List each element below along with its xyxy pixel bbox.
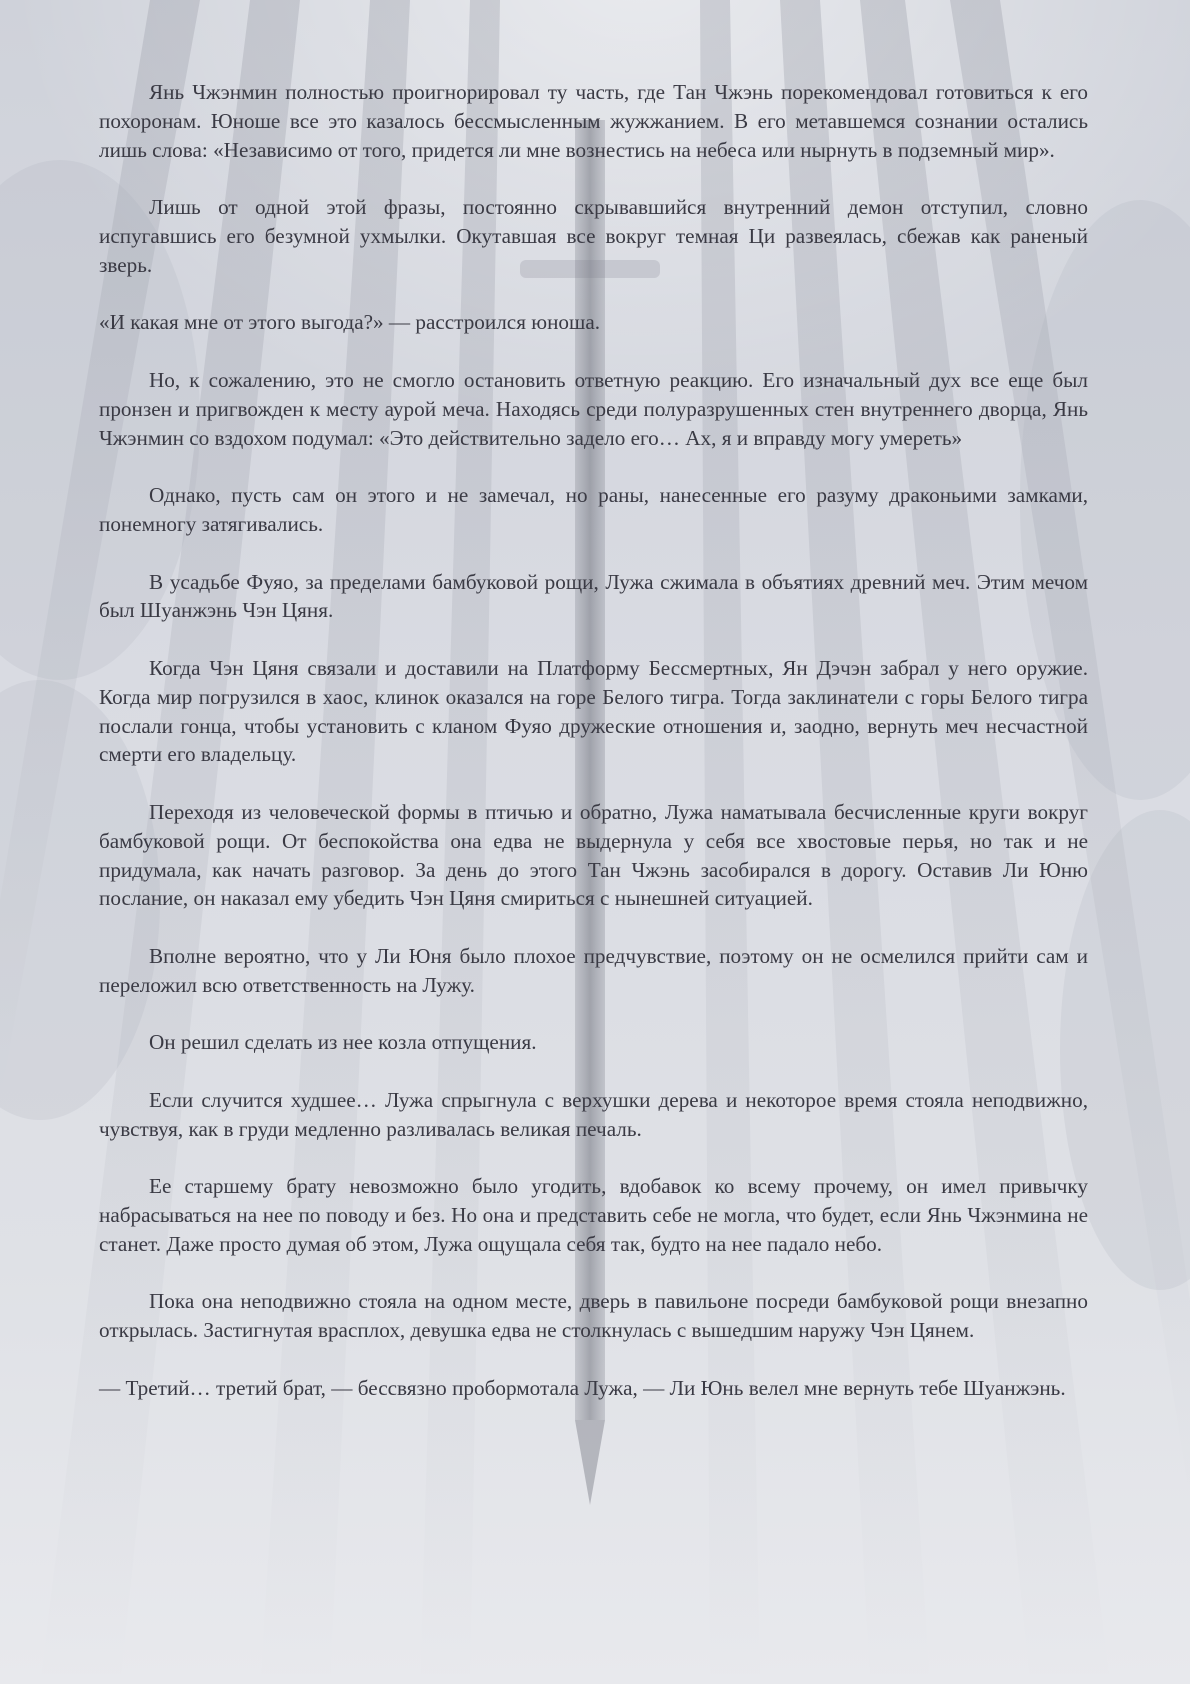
paragraph: Если случится худшее… Лужа спрыгнула с верхушки дерева и некоторое время стояла неподвижно, чувствуя, как в груди медленно разливалась великая печаль.: [99, 1087, 1088, 1141]
paragraph: Янь Чжэнмин полностью проигнорировал ту часть, где Тан Чжэнь порекомендовал готовиться к его похоронам. Юноше все это казалось бессмысленным жужжанием. В его метавшемся сознании остались лишь слова: «Независимо от того, придется ли мне вознестись на небеса или нырнуть в подземный мир».: [99, 80, 1088, 162]
paragraph: Когда Чэн Цяня связали и доставили на Платформу Бессмертных, Ян Дэчэн забрал у него оружие. Когда мир погрузился в хаос, клинок оказался на горе Белого тигра. Тогда заклинатели с горы Белого тигра послали гонца, чтобы установить с кланом Фуяо дружеские отношения и, заодно, вернуть меч несчастной смерти его владельцу.: [99, 655, 1088, 767]
paragraph: Он решил сделать из нее козла отпущения.: [149, 1030, 537, 1055]
body-text: [99, 78, 1088, 1403]
paragraph: Переходя из человеческой формы в птичью и обратно, Лужа наматывала бесчисленные круги вокруг бамбуковой рощи. От беспокойства она едва не выдернула у себя все хвостовые перья, но так и не придумала, как начать разговор. За день до этого Тан Чжэнь засобирался в дорогу. Оставив Ли Юню послание, он наказал ему убедить Чэн Цяня смириться с нынешней ситуацией.: [99, 799, 1088, 911]
paragraph: Вполне вероятно, что у Ли Юня было плохое предчувствие, поэтому он не осмелился прийти сам и переложил всю ответственность на Лужу.: [99, 943, 1088, 997]
paragraph: Однако, пусть сам он этого и не замечал, но раны, нанесенные его разуму драконьими замками, понемногу затягивались.: [99, 483, 1088, 536]
paragraph: Пока она неподвижно стояла на одном месте, дверь в павильоне посреди бамбуковой рощи внезапно открылась. Застигнутая врасплох, девушка едва не столкнулась с вышедшим наружу Чэн Цянем.: [99, 1289, 1088, 1343]
paragraph: «И какая мне от этого выгода?» — расстроился юноша.: [99, 310, 601, 335]
paragraph: Ее старшему брату невозможно было угодить, вдобавок ко всему прочему, он имел привычку набрасываться на нее по поводу и без. Но она и представить себе не могла, что будет, если Янь Чжэнмина не станет. Даже просто думая об этом, Лужа ощущала себя так, будто на нее падало небо.: [99, 1174, 1088, 1256]
paragraph: В усадьбе Фуяо, за пределами бамбуковой рощи, Лужа сжимала в объятиях древний меч. Этим мечом был Шуанжэнь Чэн Цяня.: [99, 569, 1088, 623]
paragraph: Но, к сожалению, это не смогло остановить ответную реакцию. Его изначальный дух все еще был пронзен и пригвожден к месту аурой меча. Находясь среди полуразрушенных стен внутреннего дворца, Янь Чжэнмин со вздохом подумал: «Это действительно задело его… Ах, я и вправду могу умереть»: [99, 367, 1088, 450]
paragraph: Лишь от одной этой фразы, постоянно скрывавшийся внутренний демон отступил, словно испугавшись его безумной ухмылки. Окутавшая все вокруг темная Ци развеялась, сбежав как раненый зверь.: [99, 195, 1088, 277]
paragraph: — Третий… третий брат, — бессвязно пробормотала Лужа, — Ли Юнь велел мне вернуть тебе Шуанжэнь.: [99, 1375, 1066, 1400]
